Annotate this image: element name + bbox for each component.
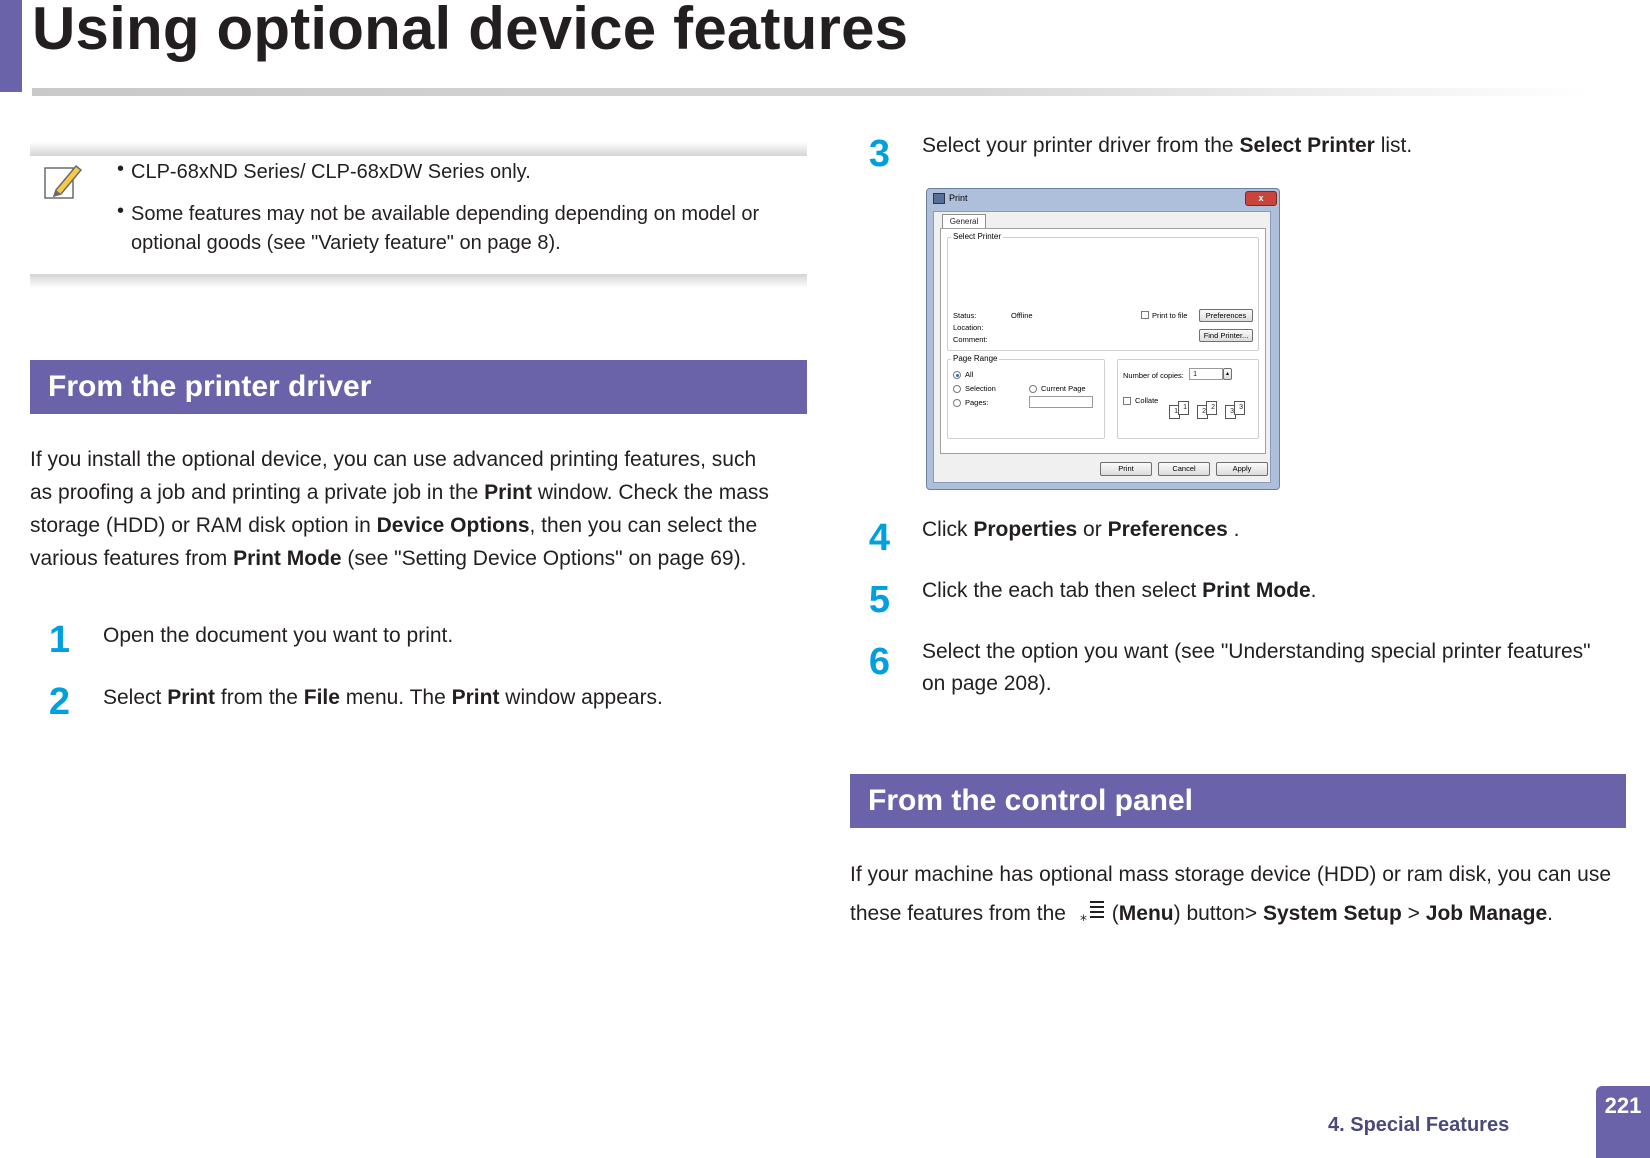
radio-current-page-label: Current Page: [1041, 384, 1086, 393]
driver-intro-line: storage (HDD) or RAM disk option in Device Options, then you can select the: [30, 514, 758, 537]
note-bullet: •: [117, 158, 125, 180]
status-value: Offline: [1011, 311, 1033, 320]
print-button[interactable]: Print: [1100, 462, 1152, 476]
radio-selection[interactable]: [953, 385, 961, 393]
print-to-file-checkbox[interactable]: [1141, 311, 1149, 319]
emphasis-print: Print: [484, 481, 532, 504]
collate-label: Collate: [1135, 396, 1159, 405]
select-printer-label: Select Printer: [953, 232, 1002, 241]
note-box-top-border: [30, 142, 807, 156]
copies-input[interactable]: 1: [1189, 368, 1223, 380]
control-panel-line: If your machine has optional mass storage device (HDD) or ram disk, you can use: [850, 863, 1611, 886]
radio-selection-label: Selection: [965, 384, 996, 393]
step-6-text: Select the option you want (see "Understanding special printer features": [922, 640, 1591, 663]
step-number: 2: [48, 681, 70, 723]
step-number: 6: [868, 641, 890, 683]
radio-current-page[interactable]: [1029, 385, 1037, 393]
svg-text:*: *: [1079, 913, 1087, 926]
driver-intro-line: as proofing a job and printing a private job in the Print window. Check the mass: [30, 481, 769, 504]
preferences-button[interactable]: Preferences: [1199, 309, 1253, 322]
menu-icon: [1078, 898, 1108, 926]
section-header-control-panel: From the control panel: [850, 774, 1626, 828]
collate-checkbox[interactable]: [1123, 397, 1131, 405]
radio-all[interactable]: [953, 371, 961, 379]
step-number: 1: [48, 619, 70, 661]
control-panel-line: these features from the * (Menu) button> System Setup > Job Manage.: [850, 897, 1553, 930]
note-box-bottom-border: [30, 274, 807, 288]
step-3-text: Select your printer driver from the Select Printer list.: [922, 134, 1413, 157]
step-6-text-cont: on page 208).: [922, 672, 1052, 695]
cancel-button[interactable]: Cancel: [1158, 462, 1210, 476]
note-item-availability-cont: optional goods (see "Variety feature" on page 8).: [131, 232, 561, 254]
pencil-note-icon: [42, 160, 84, 202]
collate-page-icon: 1: [1169, 405, 1180, 419]
step-4-text: Click Properties or Preferences .: [922, 518, 1240, 541]
dialog-panel: [940, 228, 1266, 454]
collate-page-icon: 1: [1178, 401, 1189, 415]
page-title: Using optional device features: [32, 0, 909, 62]
collate-page-icon: 2: [1197, 405, 1208, 419]
step-5-text: Click the each tab then select Print Mode.: [922, 579, 1317, 602]
dialog-titlebar: [927, 189, 1279, 209]
find-printer-button[interactable]: Find Printer...: [1199, 329, 1253, 342]
step-2-text: Select Print from the File menu. The Print window appears.: [103, 686, 663, 709]
apply-button[interactable]: Apply: [1216, 462, 1268, 476]
tab-general[interactable]: General: [942, 214, 986, 229]
print-dialog-screenshot: [926, 188, 1280, 490]
dialog-title: Print: [949, 193, 968, 203]
step-1-text: Open the document you want to print.: [103, 624, 454, 647]
step-number: 4: [868, 517, 890, 559]
driver-intro-line: various features from Print Mode (see "Setting Device Options" on page 69).: [30, 547, 747, 570]
print-to-file-label: Print to file: [1152, 311, 1188, 320]
radio-pages-label: Pages:: [965, 398, 989, 407]
page-number: 221: [1596, 1086, 1650, 1158]
copies-label: Number of copies:: [1123, 371, 1184, 380]
note-item-series: CLP-68xND Series/ CLP-68xDW Series only.: [131, 161, 531, 183]
dialog-body: [933, 211, 1271, 483]
location-label: Location:: [953, 323, 984, 332]
collate-page-icon: 3: [1234, 401, 1245, 415]
note-bullet: •: [117, 200, 125, 222]
printer-icon: [933, 193, 945, 204]
emphasis-print-mode: Print Mode: [233, 547, 342, 570]
title-accent-bar: [0, 0, 22, 92]
collate-page-icon: 2: [1206, 401, 1217, 415]
note-item-availability: Some features may not be available depending depending on model or: [131, 203, 760, 225]
radio-pages[interactable]: [953, 399, 961, 407]
pages-input[interactable]: [1029, 396, 1093, 408]
comment-label: Comment:: [953, 335, 988, 344]
step-number: 3: [868, 133, 890, 175]
radio-all-label: All: [965, 370, 974, 379]
footer-chapter: 4. Special Features: [1328, 1114, 1510, 1136]
driver-intro-line: If you install the optional device, you can use advanced printing features, such: [30, 448, 757, 471]
step-number: 5: [868, 579, 890, 621]
collate-page-icon: 3: [1225, 405, 1236, 419]
copies-stepper[interactable]: ▴: [1223, 368, 1232, 380]
page-range-label: Page Range: [953, 354, 998, 363]
emphasis-device-options: Device Options: [376, 514, 530, 537]
close-button[interactable]: x: [1245, 191, 1277, 206]
title-divider: [32, 88, 1592, 96]
status-label: Status:: [953, 311, 977, 320]
section-header-printer-driver: From the printer driver: [30, 360, 807, 414]
